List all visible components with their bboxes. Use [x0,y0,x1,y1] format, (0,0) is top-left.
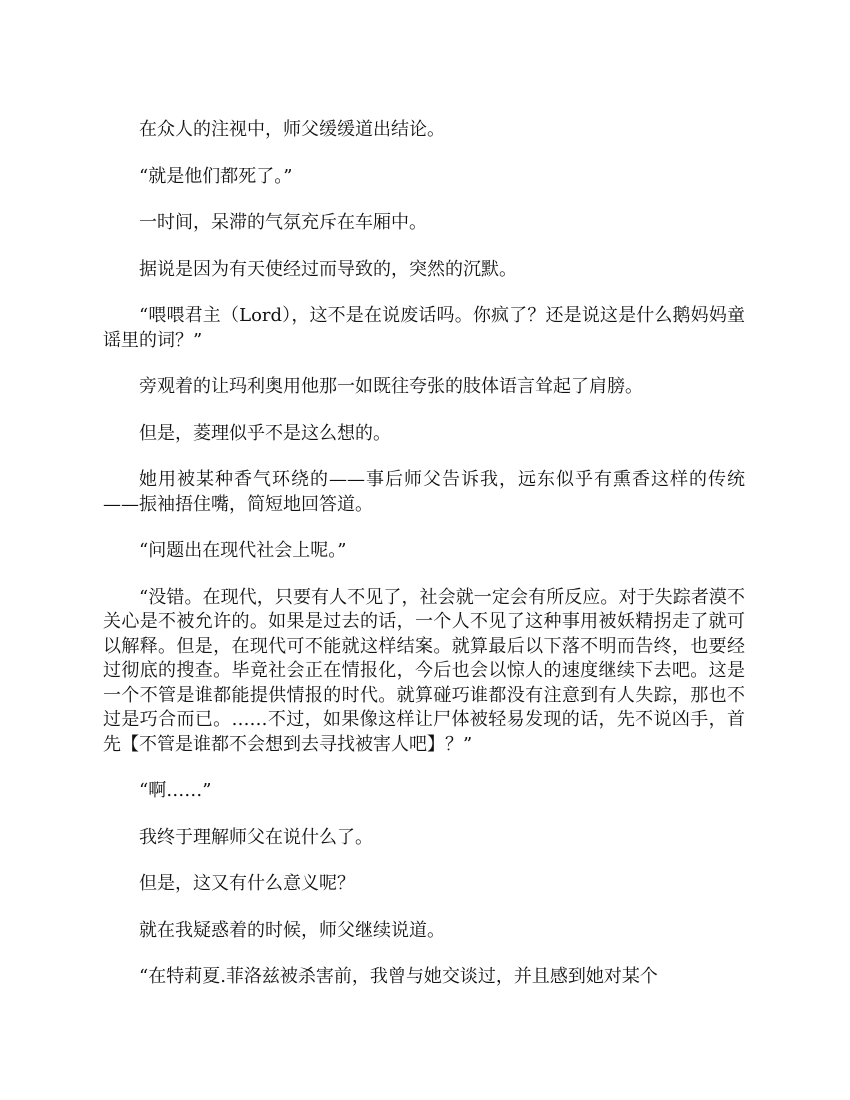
paragraph: 据说是因为有天使经过而导致的，突然的沉默。 [139,258,517,280]
paragraph: 在众人的注视中，师父缓缓道出结论。 [139,119,445,140]
paragraph: “问题出在现代社会上呢。” [139,540,347,561]
paragraph: “喂喂君主（Lord），这不是在说废话吗。你疯了？还是说这是什么鹅妈妈童谣里的词？” [103,305,745,351]
paragraph: “在特莉夏.菲洛兹被杀害前，我曾与她交谈过，并且感到她对某个 [139,966,658,987]
paragraph: “没错。在现代，只要有人不见了，社会就一定会有所反应。对于失踪者漠不关心是不被允许的。如果是过去的话，一个人不见了这种事用被妖精拐走了就可以解释。但是，在现代可不能就这样结案。就算最后以下落不明而告终，也要经过彻底的搜查。毕竟社会正在情报化，今后也会以惊人的速度继续下去吧。这是一个不管是谁都能提供情报的时代。就算碰巧谁都没有注意到有人失踪，那也不过是巧合而已。……不过，如果像这样让尸体被轻易发现的话，先不说凶手，首先【不管是谁都不会想到去寻找被害人吧】？” [103,586,745,755]
text-body [103,118,745,1012]
paragraph: 就在我疑惑着的时候，师父继续说道。 [139,919,445,941]
paragraph: 但是，菱理似乎不是这么想的。 [139,422,391,444]
paragraph: 旁观着的让玛利奥用他那一如既往夸张的肢体语言耸起了肩膀。 [139,376,643,397]
paragraph: 她用被某种香气环绕的——事后师父告诉我，远东似乎有熏香这样的传统——振袖捂住嘴，简短地回答道。 [103,469,745,515]
paragraph: 一时间，呆滞的气氛充斥在车厢中。 [139,212,427,233]
paragraph: “就是他们都死了。” [139,165,293,187]
paragraph: 我终于理解师父在说什么了。 [139,826,373,848]
paragraph: “啊……” [139,780,212,801]
paragraph: 但是，这又有什么意义呢？ [139,873,355,894]
